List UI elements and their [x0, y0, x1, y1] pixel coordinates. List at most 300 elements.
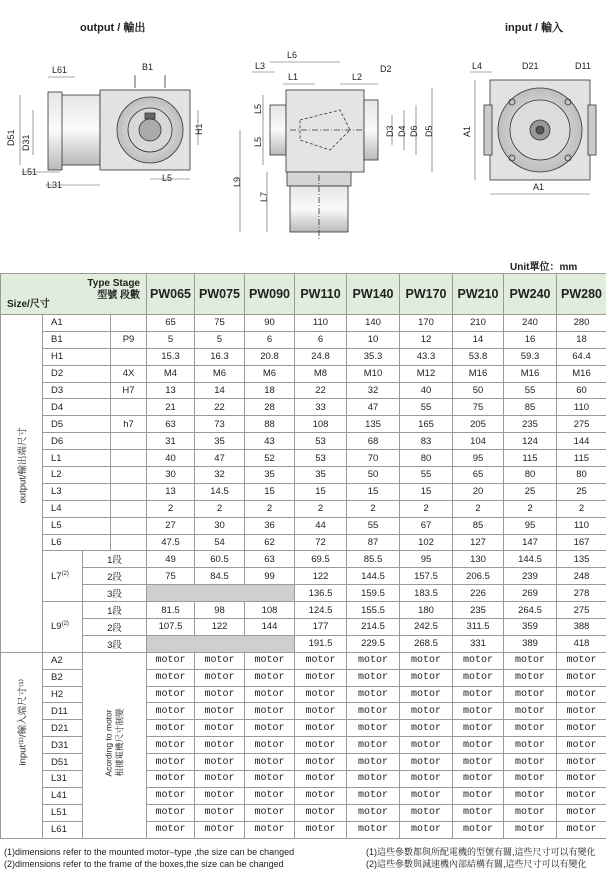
value-cell: 157.5: [400, 568, 453, 585]
label-l2: L2: [352, 72, 363, 82]
motor-cell: motor: [400, 787, 453, 804]
value-cell: 110: [557, 399, 606, 416]
dimension-label: B1: [43, 331, 111, 348]
label-l3: L3: [255, 61, 266, 71]
value-cell: 44: [295, 517, 347, 534]
value-cell: 75: [147, 568, 195, 585]
table-row: [1, 348, 606, 365]
motor-cell: motor: [557, 787, 606, 804]
value-cell: 18: [557, 331, 606, 348]
value-cell: 95: [400, 551, 453, 568]
input-group-cell: [1, 652, 43, 838]
table-row: [1, 365, 606, 382]
value-cell: 135: [347, 416, 400, 433]
value-cell: 269: [504, 585, 557, 602]
motor-note: [103, 708, 126, 777]
value-cell: 52: [245, 450, 295, 467]
motor-cell: motor: [504, 652, 557, 669]
dimension-label: L1: [43, 450, 111, 467]
table-row: [1, 399, 606, 416]
motor-cell: motor: [347, 771, 400, 788]
table-row: [1, 500, 606, 517]
motor-cell: motor: [147, 821, 195, 838]
label-l6: L6: [287, 50, 298, 60]
value-cell: 13: [147, 382, 195, 399]
motor-cell: motor: [400, 754, 453, 771]
motor-cell: motor: [245, 804, 295, 821]
value-cell: 122: [295, 568, 347, 585]
label-a1-vertical: A1: [462, 125, 472, 137]
front-view: [270, 90, 378, 240]
value-cell: M10: [347, 365, 400, 382]
motor-cell: motor: [400, 686, 453, 703]
value-cell: 63: [245, 551, 295, 568]
value-cell: 2: [295, 500, 347, 517]
motor-cell: motor: [504, 737, 557, 754]
label-d2: D2: [380, 64, 392, 74]
value-cell: 73: [195, 416, 245, 433]
value-cell: 170: [400, 315, 453, 332]
value-cell: 25: [557, 483, 606, 500]
motor-cell: motor: [295, 771, 347, 788]
value-cell: 35: [295, 467, 347, 484]
model-header: PW210: [453, 274, 504, 315]
dimension-label: D31: [43, 737, 83, 754]
motor-cell: motor: [453, 754, 504, 771]
value-cell: 2: [400, 500, 453, 517]
not-available-cell: [147, 585, 295, 602]
dimension-label: D3: [43, 382, 111, 399]
motor-cell: motor: [147, 669, 195, 686]
value-cell: 214.5: [347, 619, 400, 636]
motor-cell: motor: [347, 669, 400, 686]
value-cell: 16.3: [195, 348, 245, 365]
label-d51: D51: [6, 129, 16, 146]
value-cell: 59.3: [504, 348, 557, 365]
value-cell: M6: [195, 365, 245, 382]
value-cell: 18: [245, 382, 295, 399]
value-cell: 55: [504, 382, 557, 399]
motor-cell: motor: [295, 669, 347, 686]
motor-cell: motor: [347, 821, 400, 838]
value-cell: 210: [453, 315, 504, 332]
value-cell: 389: [504, 635, 557, 652]
value-cell: 62: [245, 534, 295, 551]
value-cell: 104: [453, 433, 504, 450]
motor-cell: motor: [504, 669, 557, 686]
value-cell: 159.5: [347, 585, 400, 602]
value-cell: 35: [245, 467, 295, 484]
value-cell: 85.5: [347, 551, 400, 568]
stage-label: 3段: [83, 635, 147, 652]
dimension-label: D4: [43, 399, 111, 416]
value-cell: 30: [195, 517, 245, 534]
motor-note-en: Acording to motor: [103, 709, 114, 777]
table-row: [1, 534, 606, 551]
value-cell: 183.5: [400, 585, 453, 602]
motor-cell: motor: [504, 754, 557, 771]
value-cell: 22: [195, 399, 245, 416]
label-d11: D11: [575, 61, 591, 71]
motor-cell: motor: [400, 703, 453, 720]
label-h1: H1: [194, 123, 204, 135]
motor-cell: motor: [295, 737, 347, 754]
motor-cell: motor: [504, 686, 557, 703]
motor-cell: motor: [195, 720, 245, 737]
footnotes-cn: [366, 846, 596, 870]
model-header: PW090: [245, 274, 295, 315]
footnote-ref: (2): [61, 570, 69, 577]
motor-cell: motor: [557, 754, 606, 771]
value-cell: 2: [504, 500, 557, 517]
motor-cell: motor: [504, 771, 557, 788]
tolerance-note: H7: [111, 382, 147, 399]
motor-cell: motor: [557, 720, 606, 737]
motor-cell: motor: [347, 787, 400, 804]
tolerance-note: [111, 348, 147, 365]
value-cell: 331: [453, 635, 504, 652]
footnote-cn-2: (2)這些參數與減速機內部結構有關,這些尺寸可以有變化: [366, 859, 587, 869]
table-row: [1, 382, 606, 399]
table-row: [1, 635, 606, 652]
model-header: PW170: [400, 274, 453, 315]
value-cell: 47.5: [147, 534, 195, 551]
value-cell: 43.3: [400, 348, 453, 365]
value-cell: 359: [504, 619, 557, 636]
motor-cell: motor: [245, 720, 295, 737]
input-view-title: input / 輸入: [505, 22, 564, 34]
motor-cell: motor: [453, 787, 504, 804]
value-cell: 84.5: [195, 568, 245, 585]
motor-cell: motor: [400, 771, 453, 788]
motor-cell: motor: [295, 804, 347, 821]
value-cell: 49: [147, 551, 195, 568]
value-cell: M4: [147, 365, 195, 382]
motor-cell: motor: [400, 804, 453, 821]
motor-cell: motor: [453, 771, 504, 788]
label-d21: D21: [522, 61, 539, 71]
header-corner: [1, 274, 147, 315]
tolerance-note: [111, 517, 147, 534]
dimension-label: L6: [43, 534, 111, 551]
tolerance-note: h7: [111, 416, 147, 433]
value-cell: 14: [195, 382, 245, 399]
value-cell: 55: [400, 467, 453, 484]
label-d31: D31: [21, 134, 31, 151]
label-d3: D3: [385, 125, 395, 137]
value-cell: 115: [557, 450, 606, 467]
value-cell: 122: [195, 619, 245, 636]
motor-cell: motor: [147, 686, 195, 703]
value-cell: 180: [400, 602, 453, 619]
value-cell: 275: [557, 602, 606, 619]
dimension-label: D51: [43, 754, 83, 771]
value-cell: 6: [245, 331, 295, 348]
value-cell: 2: [557, 500, 606, 517]
dimension-label: L4: [43, 500, 111, 517]
model-header: PW240: [504, 274, 557, 315]
table-row: [1, 331, 606, 348]
value-cell: 68: [347, 433, 400, 450]
value-cell: 30: [147, 467, 195, 484]
tolerance-note: [111, 433, 147, 450]
motor-cell: motor: [400, 720, 453, 737]
value-cell: 69.5: [295, 551, 347, 568]
dimension-label-l9: [43, 602, 83, 653]
value-cell: 248: [557, 568, 606, 585]
dimension-label: H1: [43, 348, 111, 365]
label-a1-horizontal: A1: [533, 182, 545, 192]
value-cell: 14: [453, 331, 504, 348]
value-cell: 53: [295, 433, 347, 450]
value-cell: 50: [347, 467, 400, 484]
value-cell: 15: [347, 483, 400, 500]
value-cell: 88: [245, 416, 295, 433]
table-row: [1, 652, 606, 669]
not-available-cell: [147, 635, 295, 652]
motor-cell: motor: [195, 821, 245, 838]
value-cell: 418: [557, 635, 606, 652]
footnote-en-1: (1)dimensions refer to the mounted motor–type ,the size can be changed: [4, 847, 295, 857]
value-cell: 60: [557, 382, 606, 399]
value-cell: 108: [245, 602, 295, 619]
value-cell: 115: [504, 450, 557, 467]
motor-cell: motor: [195, 804, 245, 821]
motor-cell: motor: [504, 787, 557, 804]
motor-note-cell: [83, 652, 147, 838]
footnote-en-2: (2)dimensions refer to the frame of the boxes,the size can be changed: [4, 859, 284, 869]
type-stage-label: Type Stage: [87, 278, 140, 289]
motor-cell: motor: [453, 703, 504, 720]
motor-cell: motor: [147, 771, 195, 788]
motor-cell: motor: [557, 703, 606, 720]
value-cell: 275: [557, 416, 606, 433]
value-cell: 124.5: [295, 602, 347, 619]
table-row: [1, 416, 606, 433]
value-cell: 24.8: [295, 348, 347, 365]
value-cell: 60.5: [195, 551, 245, 568]
value-cell: M16: [504, 365, 557, 382]
value-cell: M16: [557, 365, 606, 382]
value-cell: 32: [195, 467, 245, 484]
value-cell: 229.5: [347, 635, 400, 652]
value-cell: 167: [557, 534, 606, 551]
value-cell: 311.5: [453, 619, 504, 636]
table-row: [1, 467, 606, 484]
motor-cell: motor: [147, 720, 195, 737]
value-cell: 6: [295, 331, 347, 348]
label-l51: L51: [22, 167, 38, 177]
dimension-label: L2: [43, 467, 111, 484]
dimension-label: L5: [43, 517, 111, 534]
tolerance-note: P9: [111, 331, 147, 348]
motor-cell: motor: [147, 703, 195, 720]
value-cell: 13: [147, 483, 195, 500]
table-row: [1, 450, 606, 467]
motor-cell: motor: [295, 787, 347, 804]
tolerance-note: [111, 483, 147, 500]
value-cell: M16: [453, 365, 504, 382]
label-l1: L1: [288, 72, 299, 82]
value-cell: 64.4: [557, 348, 606, 365]
table-row: [1, 619, 606, 636]
motor-cell: motor: [147, 737, 195, 754]
value-cell: 36: [245, 517, 295, 534]
model-header: PW075: [195, 274, 245, 315]
value-cell: 239: [504, 568, 557, 585]
value-cell: 80: [504, 467, 557, 484]
value-cell: 28: [245, 399, 295, 416]
value-cell: 85: [453, 517, 504, 534]
motor-cell: motor: [504, 804, 557, 821]
value-cell: 22: [295, 382, 347, 399]
table-row: [1, 483, 606, 500]
dimension-name: L7: [51, 570, 62, 582]
motor-cell: motor: [557, 737, 606, 754]
motor-cell: motor: [245, 703, 295, 720]
motor-cell: motor: [295, 720, 347, 737]
value-cell: 80: [557, 467, 606, 484]
motor-cell: motor: [453, 737, 504, 754]
motor-cell: motor: [400, 652, 453, 669]
value-cell: 63: [147, 416, 195, 433]
motor-cell: motor: [195, 737, 245, 754]
value-cell: 235: [504, 416, 557, 433]
technical-drawings: [0, 0, 606, 255]
value-cell: 14.5: [195, 483, 245, 500]
motor-cell: motor: [195, 787, 245, 804]
label-l5-mid-a: L5: [253, 103, 263, 114]
dimension-label: A1: [43, 315, 111, 332]
size-label: Size/尺寸: [7, 299, 50, 310]
tolerance-note: 4X: [111, 365, 147, 382]
dimension-label: D5: [43, 416, 111, 433]
tolerance-note: [111, 399, 147, 416]
motor-cell: motor: [453, 720, 504, 737]
value-cell: 110: [557, 517, 606, 534]
motor-cell: motor: [347, 703, 400, 720]
value-cell: 47: [347, 399, 400, 416]
motor-cell: motor: [557, 804, 606, 821]
value-cell: 32: [347, 382, 400, 399]
label-l7: L7: [259, 191, 269, 202]
motor-cell: motor: [245, 771, 295, 788]
dimension-label: D2: [43, 365, 111, 382]
value-cell: 16: [504, 331, 557, 348]
motor-cell: motor: [347, 686, 400, 703]
table-row: [1, 315, 606, 332]
value-cell: 206.5: [453, 568, 504, 585]
value-cell: 99: [245, 568, 295, 585]
label-l5-mid-b: L5: [253, 136, 263, 147]
motor-cell: motor: [295, 686, 347, 703]
table-row: [1, 433, 606, 450]
motor-cell: motor: [147, 652, 195, 669]
table-row: [1, 551, 606, 568]
value-cell: 83: [400, 433, 453, 450]
value-cell: 226: [453, 585, 504, 602]
dimension-label-l7: [43, 551, 83, 602]
motor-cell: motor: [504, 720, 557, 737]
label-l9: L9: [232, 176, 242, 187]
value-cell: 75: [453, 399, 504, 416]
input-group-label: input⁽¹⁾/輸入端尺寸⁽¹⁾: [17, 679, 29, 766]
value-cell: 70: [347, 450, 400, 467]
tolerance-note: [111, 450, 147, 467]
label-b1: B1: [142, 62, 154, 72]
value-cell: 81.5: [147, 602, 195, 619]
value-cell: 43: [245, 433, 295, 450]
gearbox-drawing: [0, 0, 606, 255]
dimension-label: L51: [43, 804, 83, 821]
motor-cell: motor: [245, 754, 295, 771]
value-cell: 15: [400, 483, 453, 500]
value-cell: 124: [504, 433, 557, 450]
motor-cell: motor: [195, 686, 245, 703]
dimension-label: B2: [43, 669, 83, 686]
motor-cell: motor: [400, 737, 453, 754]
motor-cell: motor: [245, 787, 295, 804]
value-cell: 15.3: [147, 348, 195, 365]
value-cell: 205: [453, 416, 504, 433]
value-cell: 25: [504, 483, 557, 500]
value-cell: 2: [195, 500, 245, 517]
model-header: PW280: [557, 274, 606, 315]
table-row: [1, 602, 606, 619]
motor-cell: motor: [504, 703, 557, 720]
motor-cell: motor: [400, 821, 453, 838]
dimension-label: D11: [43, 703, 83, 720]
motor-cell: motor: [195, 703, 245, 720]
value-cell: 87: [347, 534, 400, 551]
value-cell: 47: [195, 450, 245, 467]
motor-cell: motor: [453, 821, 504, 838]
dimension-name: L9: [51, 621, 62, 633]
value-cell: 33: [295, 399, 347, 416]
value-cell: 55: [400, 399, 453, 416]
motor-cell: motor: [504, 821, 557, 838]
value-cell: 90: [245, 315, 295, 332]
stage-label: 1段: [83, 551, 147, 568]
motor-cell: motor: [400, 669, 453, 686]
value-cell: 130: [453, 551, 504, 568]
value-cell: 55: [347, 517, 400, 534]
value-cell: 20.8: [245, 348, 295, 365]
value-cell: 177: [295, 619, 347, 636]
value-cell: 40: [400, 382, 453, 399]
footnotes-en: [4, 846, 294, 870]
motor-cell: motor: [147, 804, 195, 821]
value-cell: 102: [400, 534, 453, 551]
model-header: PW140: [347, 274, 400, 315]
value-cell: 191.5: [295, 635, 347, 652]
value-cell: 2: [245, 500, 295, 517]
value-cell: 65: [147, 315, 195, 332]
tolerance-note: [111, 315, 147, 332]
tolerance-note: [111, 534, 147, 551]
motor-cell: motor: [557, 821, 606, 838]
value-cell: 144: [245, 619, 295, 636]
motor-cell: motor: [347, 652, 400, 669]
value-cell: M6: [245, 365, 295, 382]
value-cell: 144: [557, 433, 606, 450]
stage-label: 3段: [83, 585, 147, 602]
table-row: [1, 568, 606, 585]
value-cell: 5: [195, 331, 245, 348]
motor-cell: motor: [147, 787, 195, 804]
value-cell: 15: [245, 483, 295, 500]
value-cell: 2: [147, 500, 195, 517]
